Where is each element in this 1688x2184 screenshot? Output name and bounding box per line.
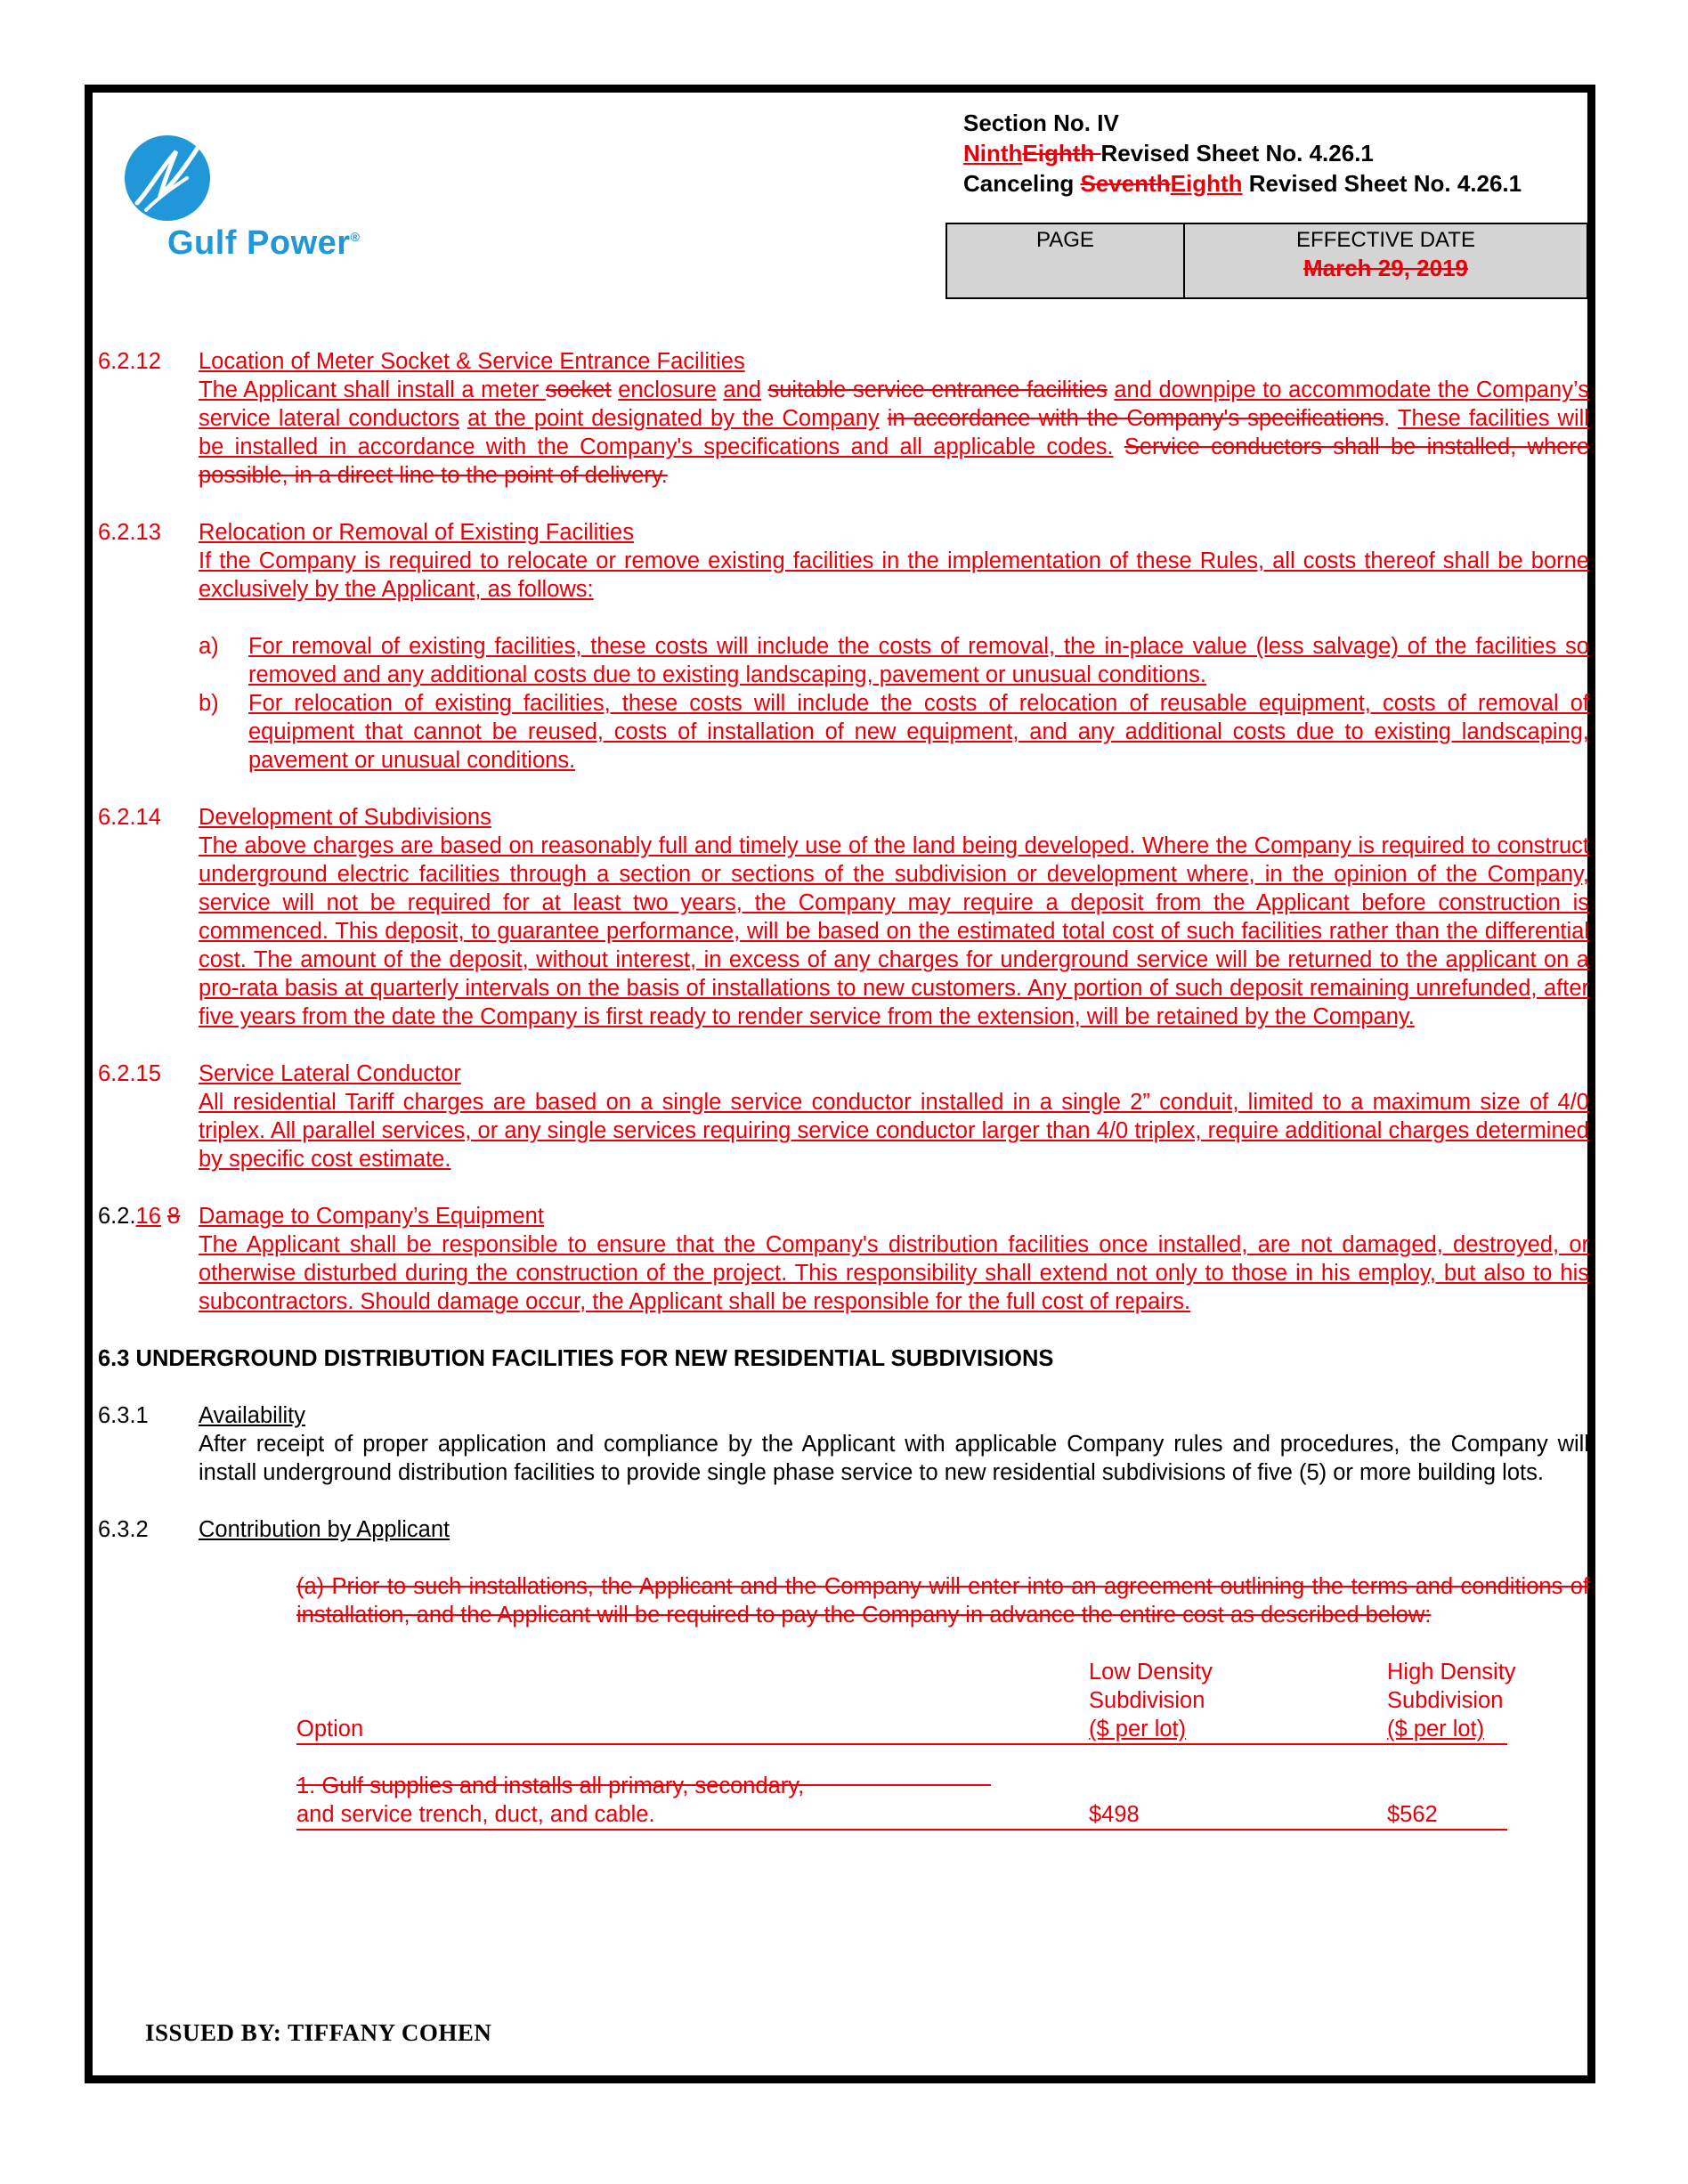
logo-wordmark: Gulf Power® (167, 224, 361, 262)
col-header-low: Low Density (1089, 1660, 1213, 1685)
page-cell: PAGE (947, 224, 1185, 297)
section-number: Section No. IV (963, 110, 1119, 136)
canceling-sheet-line: Canceling SeventhEighth Revised Sheet No. 4.26.1 (963, 170, 1522, 197)
section-text: All residential Tariff charges are based on a single service conductor installed in a single 2” conduit, limited to a maximum size of 4/0 triplex. All parallel services, or any single services requiring service conductor larger than 4/0 triplex, require additional charges determined by specific cost estimate. (199, 1090, 1589, 1172)
section-6-2-16: 6.2.16 8 Damage to Company’s Equipment The Applicant shall be responsible to ensure that the Company's distribution facilities once installed, are not damaged, destroyed, or otherwise disturbed during the construction of the project. This responsibility shall extend not only to those in his employ, but also to his subcontractors. Should damage occur, the Applicant shall be responsible for the full cost of repairs. (98, 1204, 1589, 1314)
contribution-table: Option Low Density Subdivision ($ per lot) High Density Subdivision ($ per lot) 1. Gulf supplies and installs all primary, secondary, and service trench, duct, and cable. $498 $562 (296, 1658, 1589, 1836)
section-text: The above charges are based on reasonably full and timely use of the land being developed. Where the Company is required to construct underground electric facilities through a section or sections of the subdivision or development where, in the opinion of the Company, service will not be required for at least two years, the Company may require a deposit from the Applicant before construction is commenced. This deposit, to guarantee performance, will be based on the estimated total cost of such facilities rather than the differential cost. The amount of the deposit, without interest, in excess of any charges for underground service will be returned to the applicant on a pro-rata basis at quarterly intervals on the basis of installations to new customers. Any portion of such deposit remaining unrefunded, after five years from the date the Company is first ready to render service from the extension, will be retained by the Company. (199, 833, 1589, 1029)
deleted-paragraph: (a) Prior to such installations, the Applicant and the Company will enter into an agreement outlining the terms and conditions of installation, and the Applicant will be required to pay the Company in advance the entire cost as described below: (296, 1574, 1589, 1628)
section-6-3-heading: 6.3 UNDERGROUND DISTRIBUTION FACILITIES FOR NEW RESIDENTIAL SUBDIVISIONS (98, 1346, 1054, 1371)
table-rule (296, 1784, 991, 1786)
section-title: Service Lateral Conductor (199, 1061, 461, 1086)
section-title: Location of Meter Socket & Service Entrance Facilities (199, 349, 745, 374)
issued-by: ISSUED BY: TIFFANY COHEN (145, 2019, 492, 2046)
section-text: The Applicant shall be responsible to ensure that the Company's distribution facilities once installed, are not damaged, destroyed, or otherwise disturbed during the construction of the project. This responsibility shall extend not only to those in his employ, but also to his subcontractors. Should damage occur, the Applicant shall be responsible for the full cost of repairs. (199, 1232, 1589, 1314)
section-6-3-1: 6.3.1 Availability After receipt of proper application and compliance by the Applicant with applicable Company rules and procedures, the Company will install underground distribution facilities to provide single phase service to new residential subdivisions of five (5) or more building lots. (98, 1403, 1589, 1485)
section-title: Relocation or Removal of Existing Facilities (199, 520, 634, 545)
section-6-2-15: 6.2.15 Service Lateral Conductor All residential Tariff charges are based on a single service conductor installed in a single 2” conduit, limited to a maximum size of 4/0 triplex. All parallel services, or any single services requiring service conductor larger than 4/0 triplex, require additional charges determined by specific cost estimate. (98, 1061, 1589, 1172)
section-title: Development of Subdivisions (199, 805, 491, 830)
section-title: Availability (199, 1403, 306, 1428)
row-high-value: $562 (1387, 1802, 1438, 1827)
table-rule (296, 1743, 1507, 1745)
section-6-3-2: 6.3.2 Contribution by Applicant (98, 1515, 1589, 1544)
effective-date-cell: EFFECTIVE DATE March 29, 2019 (1185, 224, 1587, 297)
row-low-value: $498 (1089, 1802, 1140, 1827)
section-6-2-14: 6.2.14 Development of Subdivisions The above charges are based on reasonably full and timely use of the land being developed. Where the Company is required to construct underground electric facilities through a section or sections of the subdivision or development where, in the opinion of the Company, service will not be required for at least two years, the Company may require a deposit from the Applicant before construction is commenced. This deposit, to guarantee performance, will be based on the estimated total cost of such facilities rather than the differential cost. The amount of the deposit, without interest, in excess of any charges for underground service will be returned to the applicant on a pro-rata basis at quarterly intervals on the basis of installations to new customers. Any portion of such deposit remaining unrefunded, after five years from the date the Company is first ready to render service from the extension, will be retained by the Company. (98, 805, 1589, 1029)
table-rule (296, 1829, 1507, 1831)
section-6-2-13: 6.2.13 Relocation or Removal of Existing Facilities If the Company is required to relocate or remove existing facilities in the implementation of these Rules, all costs thereof shall be borne exclusively by the Applicant, as follows: a) For removal of existing facilities, these costs will include the costs of removal, the in-place value (less salvage) of the facilities so removed and any additional costs due to existing landscaping, pavement or unusual conditions. b) For relocation of existing facilities, these costs will include the costs of relocation of reusable equipment, costs of removal of equipment that cannot be reused, costs of installation of new equipment, and any additional costs due to existing landscaping, pavement or unusual conditions. (98, 520, 1589, 773)
section-text: If the Company is required to relocate or remove existing facilities in the implementation of these Rules, all costs thereof shall be borne exclusively by the Applicant, as follows: (199, 548, 1589, 602)
col-header-high: High Density (1387, 1660, 1516, 1685)
section-text: The Applicant shall install a meter socket enclosure and suitable service entrance facilities and downpipe to accommodate the Company’s service lateral conductors at the point designated by the Company in accordance with the Company's specifications. These facilities will be installed in accordance with the Company's specifications and all applicable codes. Service conductors shall be installed, where possible, in a direct line to the point of delivery. (199, 378, 1590, 488)
list-item: a) For removal of existing facilities, these costs will include the costs of removal, the in-place value (less salvage) of the facilities so removed and any additional costs due to existing landscaping, pavement or unusual conditions. (199, 634, 1589, 687)
list-item: b) For relocation of existing facilities, these costs will include the costs of relocation of reusable equipment, costs of removal of equipment that cannot be reused, costs of installation of new equipment, and any additional costs due to existing landscaping, pavement or unusual conditions. (199, 691, 1589, 773)
effective-date: March 29, 2019 (1303, 255, 1468, 281)
page-effective-date-box (945, 223, 1588, 299)
section-6-2-12: 6.2.12 Location of Meter Socket & Service Entrance Facilities The Applicant shall install a meter socket enclosure and suitable service entrance facilities and downpipe to accommodate the Company’s service lateral conductors at the point designated by the Company in accordance with the Company's specifications. These facilities will be installed in accordance with the Company's specifications and all applicable codes. Service conductors shall be installed, where possible, in a direct line to the point of delivery. (98, 349, 1590, 488)
section-title: Damage to Company’s Equipment (199, 1204, 544, 1229)
section-text: After receipt of proper application and compliance by the Applicant with applicable Company rules and procedures, the Company will install underground distribution facilities to provide single phase service to new residential subdivisions of five (5) or more building lots. (199, 1432, 1589, 1485)
document-body (98, 347, 1589, 1836)
section-title: Contribution by Applicant (199, 1517, 450, 1542)
col-header-option: Option (296, 1717, 364, 1742)
list (199, 632, 1589, 775)
row-option: 1. Gulf supplies and installs all primary, secondary, (296, 1774, 805, 1798)
revised-sheet-line: NinthEighth Revised Sheet No. 4.26.1 (963, 140, 1374, 166)
